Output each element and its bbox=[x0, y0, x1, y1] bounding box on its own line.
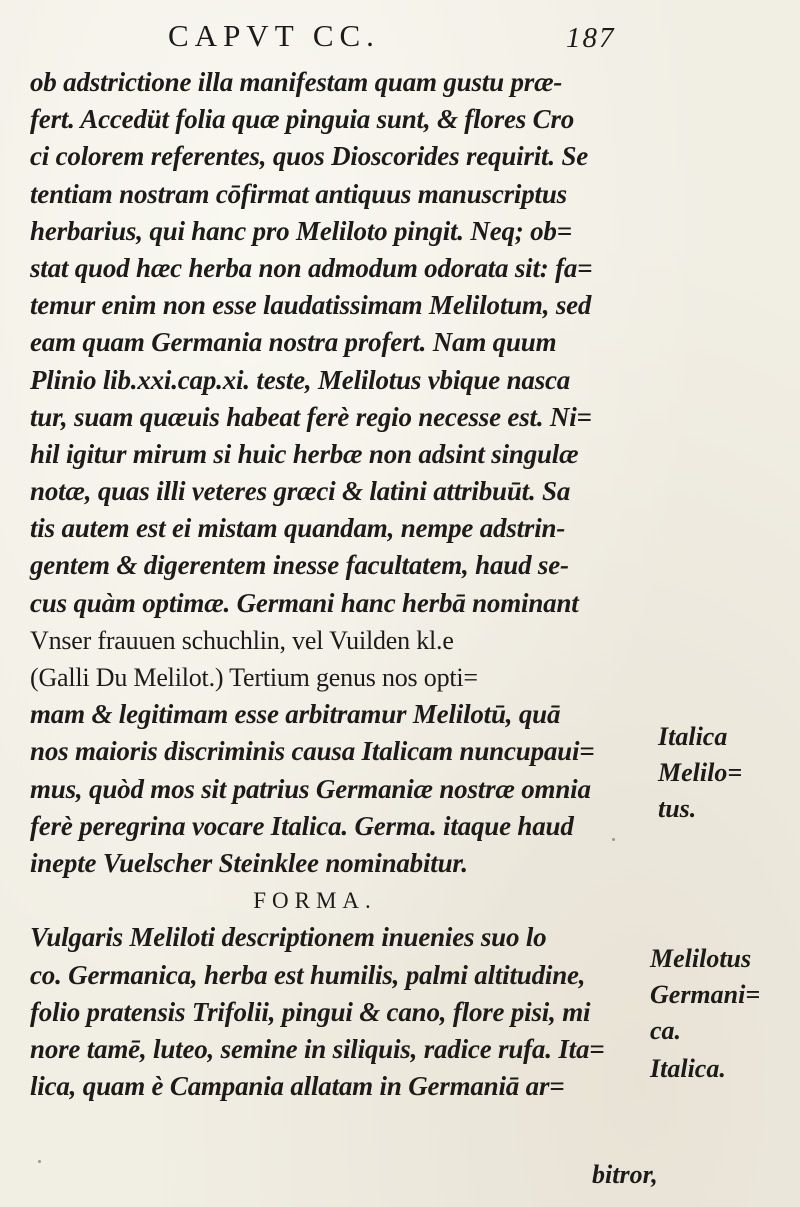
page-number: 187 bbox=[566, 22, 616, 54]
text-line: inepte Vuelscher Steinklee nominabitur. bbox=[30, 847, 468, 878]
section-heading: FORMA. bbox=[253, 888, 377, 914]
text-line: hil igitur mirum si huic herbæ non adsint singulæ bbox=[30, 438, 579, 469]
text-line: notæ, quas illi veteres græci & latini attribuūt. Sa bbox=[30, 476, 571, 507]
main-text-block bbox=[30, 64, 640, 1105]
text-line: tentiam nostram cōfirmat antiquus manuscriptus bbox=[30, 178, 567, 209]
catchword: bitror, bbox=[592, 1160, 658, 1189]
margin-note: Germani= bbox=[650, 980, 761, 1009]
page-header bbox=[0, 12, 800, 62]
text-line: lica, quam è Campania allatam in Germaniā ar= bbox=[30, 1071, 565, 1102]
text-line: mus, quòd mos sit patrius Germaniæ nostræ omnia bbox=[30, 773, 591, 804]
text-line: gentem & digerentem inesse facultatem, haud se- bbox=[30, 550, 569, 581]
roman-text-line: Vnser frauuen schuchlin, vel Vuilden kl.e bbox=[30, 625, 454, 655]
text-line: tur, suam quæuis habeat ferè regio necesse est. Ni= bbox=[30, 401, 592, 432]
text-line: Plinio lib.xxi.cap.xi. teste, Melilotus vbique nasca bbox=[30, 364, 571, 395]
text-line: ferè peregrina vocare Italica. Germa. itaque haud bbox=[30, 810, 574, 841]
text-line: stat quod hæc herba non admodum odorata sit: fa= bbox=[30, 252, 593, 283]
text-line: ob adstrictione illa manifestam quam gustu præ- bbox=[30, 67, 563, 97]
paper-speck bbox=[38, 1160, 41, 1163]
margin-note: Melilotus bbox=[650, 944, 752, 973]
margin-note: tus. bbox=[658, 794, 697, 823]
margin-note: ca. bbox=[650, 1016, 682, 1045]
text-line: herbarius, qui hanc pro Meliloto pingit. Neq; ob= bbox=[30, 215, 572, 246]
text-line: cus quàm optimæ. Germani hanc herbā nominant bbox=[30, 587, 579, 618]
roman-text-line: (Galli Du Melilot.) Tertium genus nos opti= bbox=[30, 663, 478, 692]
text-line: Vulgaris Meliloti descriptionem inuenies suo lo bbox=[30, 922, 547, 953]
paper-speck bbox=[612, 838, 615, 841]
margin-note: Melilo= bbox=[658, 758, 743, 787]
text-line: co. Germanica, herba est humilis, palmi altitudine, bbox=[30, 959, 586, 990]
text-line: nore tamē, luteo, semine in siliquis, radice rufa. Ita= bbox=[30, 1033, 605, 1064]
text-line: fert. Accedüt folia quæ pinguia sunt, & flores Cro bbox=[30, 104, 575, 135]
text-line: folio pratensis Trifolii, pingui & cano, flore pisi, mi bbox=[30, 996, 591, 1027]
text-line: tis autem est ei mistam quandam, nempe adstrin- bbox=[30, 513, 566, 544]
text-line: nos maioris discriminis causa Italicam nuncupaui= bbox=[30, 736, 595, 767]
margin-note: Italica bbox=[658, 722, 728, 751]
margin-note: Italica. bbox=[650, 1054, 726, 1083]
text-line: mam & legitimam esse arbitramur Melilotū, quā bbox=[30, 699, 561, 730]
text-line: eam quam Germania nostra profert. Nam quum bbox=[30, 327, 557, 358]
text-line: ci colorem referentes, quos Dioscorides requirit. Se bbox=[30, 141, 589, 172]
text-line: temur enim non esse laudatissimam Melilotum, sed bbox=[30, 290, 592, 321]
running-head: CAPVT CC. bbox=[168, 18, 380, 53]
